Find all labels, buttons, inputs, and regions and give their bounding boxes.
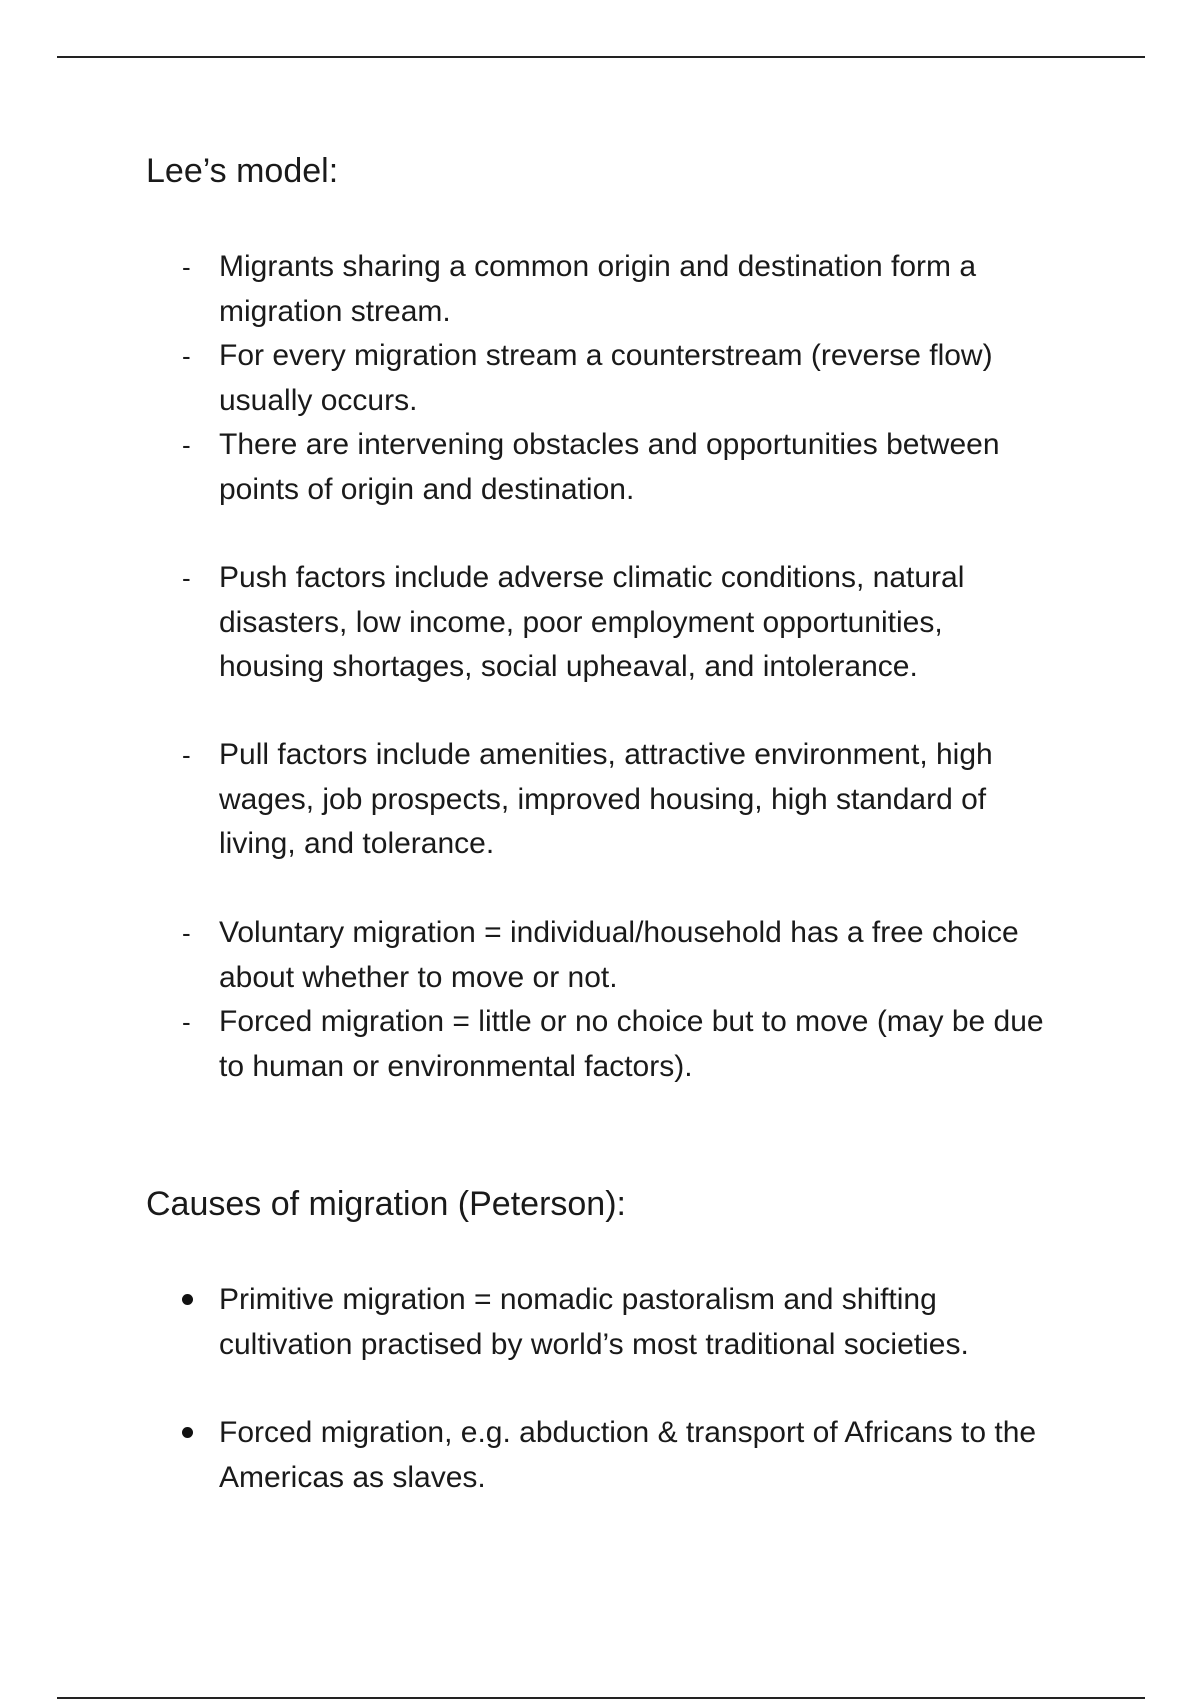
dash-marker: -	[182, 430, 191, 460]
lee-item-text: Forced migration = little or no choice but to move (may be due to human or environmental factors).	[219, 1005, 1044, 1083]
bullet-marker	[182, 1294, 193, 1305]
lee-item-text: Push factors include adverse climatic conditions, natural disasters, low income, poor employment opportunities, housing shortages, social upheaval, and intolerance.	[219, 561, 965, 683]
top-rule	[57, 56, 1145, 58]
causes-item-text: Primitive migration = nomadic pastoralism and shifting cultivation practised by world’s most traditional societies.	[219, 1283, 969, 1361]
heading-causes-of-migration: Causes of migration (Peterson):	[146, 1185, 626, 1223]
bottom-rule	[57, 1697, 1145, 1699]
heading-lees-model: Lee’s model:	[146, 152, 339, 190]
dash-marker: -	[182, 918, 191, 948]
dash-marker: -	[182, 341, 191, 371]
dash-marker: -	[182, 252, 191, 282]
lee-item-text: For every migration stream a counterstream (reverse flow) usually occurs.	[219, 339, 993, 417]
causes-item-text: Forced migration, e.g. abduction & transport of Africans to the Americas as slaves.	[219, 1416, 1037, 1494]
bullet-marker	[182, 1427, 193, 1438]
dash-marker: -	[182, 563, 191, 593]
dash-marker: -	[182, 740, 191, 770]
lee-item-text: Pull factors include amenities, attractive environment, high wages, job prospects, improved housing, high standard of living, and tolerance.	[219, 738, 993, 860]
dash-marker: -	[182, 1007, 191, 1037]
lee-item-text: Migrants sharing a common origin and destination form a migration stream.	[219, 250, 977, 328]
lee-item-text: There are intervening obstacles and opportunities between points of origin and destination.	[219, 428, 1000, 506]
lee-item-text: Voluntary migration = individual/household has a free choice about whether to move or not.	[219, 916, 1019, 994]
